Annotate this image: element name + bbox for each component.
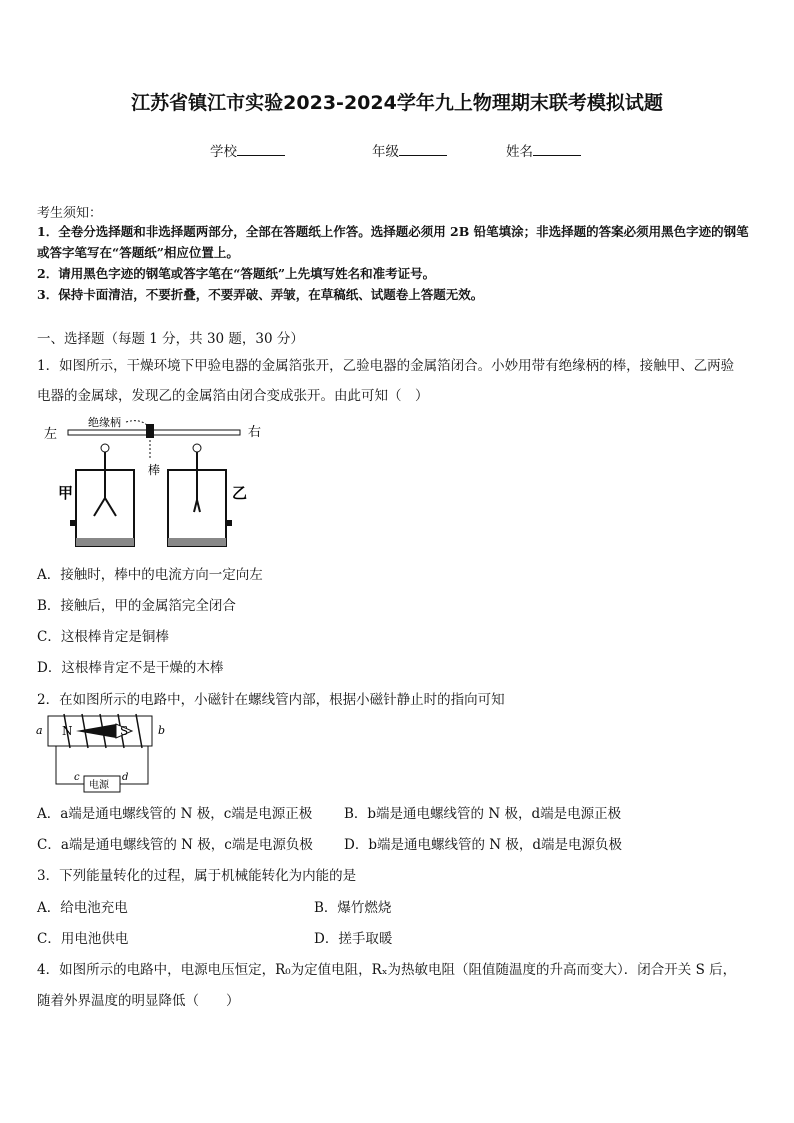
- grade-blank: [399, 143, 447, 156]
- q3-stem: 3．下列能量转化的过程，属于机械能转化为内能的是: [37, 868, 357, 884]
- fig-d-label: d: [122, 772, 129, 783]
- q2-option-b: B．b端是通电螺线管的 N 极，d端是电源正极: [344, 806, 622, 822]
- fig-jia-label: 甲: [58, 484, 74, 502]
- q3-option-d: D．搓手取暖: [314, 931, 393, 947]
- fig-left-label: 左: [44, 427, 58, 442]
- name-field: [506, 140, 581, 160]
- school-blank: [237, 143, 285, 156]
- q1-option-b: B．接触后，甲的金属箔完全闭合: [37, 598, 236, 614]
- q2-option-c: C．a端是通电螺线管的 N 极，c端是电源负极: [37, 837, 313, 853]
- grade-label: 年级: [372, 144, 399, 160]
- q4-stem-line2: 随着外界温度的明显降低（ ）: [37, 993, 240, 1009]
- notice-item-1: 1．全卷分选择题和非选择题两部分，全部在答题纸上作答。选择题必须用 2B 铅笔填涂；非选择题的答案必须用黑色字迹的钢笔或答字笔写在“答题纸”相应位置上。: [37, 224, 749, 260]
- q2-option-a: A．a端是通电螺线管的 N 极，c端是电源正极: [37, 806, 313, 822]
- q1-stem-line2: 电器的金属球，发现乙的金属箔由闭合变成张开。由此可知（ ）: [37, 388, 429, 404]
- fig-rod-label: 棒: [148, 463, 161, 477]
- notice-heading: 考生须知：: [37, 206, 103, 221]
- solenoid-figure: [34, 712, 170, 794]
- school-label: 学校: [210, 144, 237, 160]
- q1-option-c: C．这根棒肯定是铜棒: [37, 629, 169, 645]
- insulated-handle: [146, 424, 154, 438]
- page-title: 江苏省镇江市实验2023-2024学年九上物理期末联考模拟试题: [131, 92, 663, 114]
- school-field: [210, 140, 285, 160]
- fig-b-label: b: [158, 724, 166, 737]
- name-blank: [533, 143, 581, 156]
- fig-n-label: N: [62, 724, 73, 738]
- fig-yi-label: 乙: [232, 484, 248, 502]
- fig-source-label: 电源: [89, 780, 109, 791]
- notice-item-3: 3．保持卡面清洁，不要折叠，不要弄破、弄皱，在草稿纸、试题卷上答题无效。: [37, 287, 484, 302]
- q4-stem-line1: 4．如图所示的电路中，电源电压恒定，R₀为定值电阻，Rₓ为热敏电阻（阻值随温度的升高而变大）．闭合开关 S 后，: [37, 962, 737, 978]
- q1-option-d: D．这根棒肯定不是干燥的木棒: [37, 660, 224, 676]
- q3-option-a: A．给电池充电: [37, 900, 128, 916]
- q1-option-a: A．接触时，棒中的电流方向一定向左: [37, 567, 263, 583]
- q2-option-d: D．b端是通电螺线管的 N 极，d端是电源负极: [344, 837, 623, 853]
- q3-option-c: C．用电池供电: [37, 931, 129, 947]
- fig-a-label: a: [36, 724, 43, 737]
- notice-item-2: 2．请用黑色字迹的钢笔或答字笔在“答题纸”上先填写姓名和准考证号。: [37, 266, 436, 281]
- electroscope-figure: [40, 412, 280, 554]
- q3-option-b: B．爆竹燃烧: [314, 900, 392, 916]
- fig-handle-label: 绝缘柄: [88, 416, 121, 429]
- name-label: 姓名: [506, 144, 533, 160]
- grade-field: [372, 140, 447, 160]
- section-heading: 一、选择题（每题 1 分，共 30 题，30 分）: [37, 331, 304, 347]
- q1-stem-line1: 1．如图所示，干燥环境下甲验电器的金属箔张开，乙验电器的金属箔闭合。小妙用带有绝缘柄的棒，接触甲、乙两验: [37, 358, 735, 374]
- q2-stem: 2．在如图所示的电路中，小磁针在螺线管内部，根据小磁针静止时的指向可知: [37, 692, 505, 708]
- fig-s-label: S: [120, 724, 129, 738]
- fig-right-label: 右: [248, 425, 262, 440]
- fig-c-label: c: [74, 772, 80, 783]
